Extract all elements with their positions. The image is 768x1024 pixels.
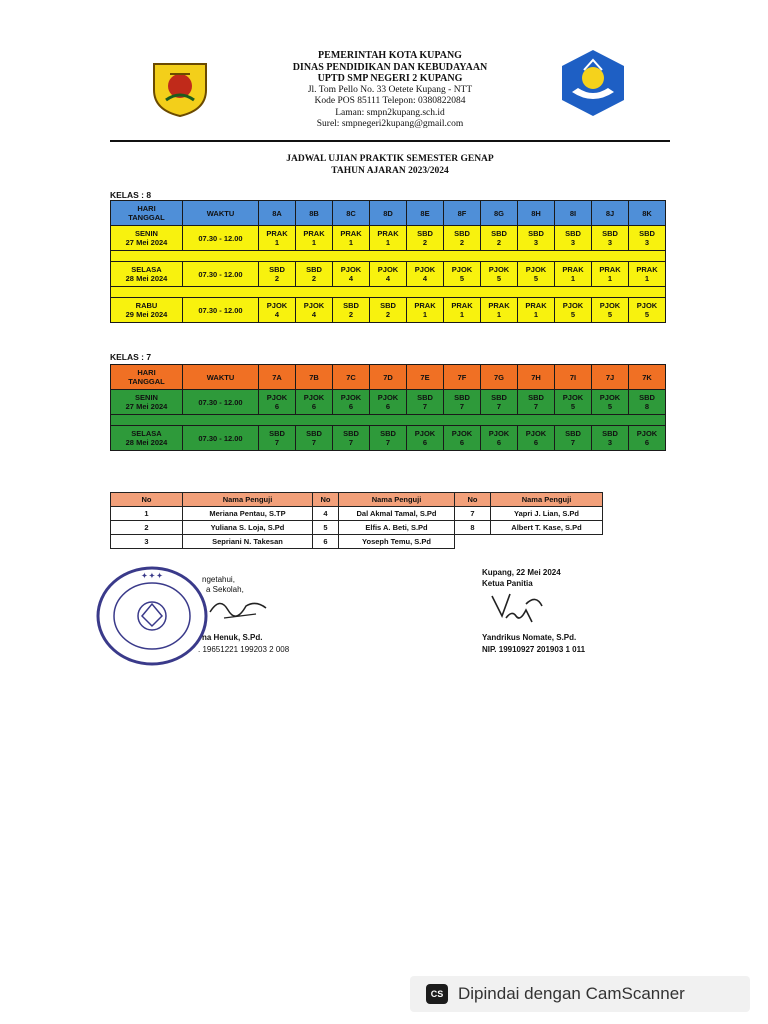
exam-cell [407,390,444,415]
kelas8-class-header: 8H [518,201,555,226]
exam-cell [259,298,296,323]
examiner-no: 3 [111,535,183,549]
kelas7-day-row [111,426,666,451]
examiner-name: Yoseph Temu, S.Pd [339,535,455,549]
exam-room: 5 [607,310,613,319]
exam-subject: PJOK [525,265,547,274]
examiner-header-name: Nama Penguji [339,493,455,507]
kelas7-schedule-table [110,364,666,451]
time-cell: 07.30 - 12.00 [183,262,259,287]
exam-subject: PJOK [414,265,436,274]
exam-room: 1 [385,238,391,247]
exam-subject: SBD [380,429,396,438]
exam-subject: PRAK [488,301,510,310]
exam-subject: SBD [269,429,285,438]
exam-cell [518,426,555,451]
exam-room: 1 [422,310,428,319]
exam-cell [555,426,592,451]
day-name: SELASA [131,429,162,438]
exam-subject: SBD [602,229,618,238]
examiner-name: Yapri J. Lian, S.Pd [491,507,603,521]
exam-cell [555,226,592,251]
exam-room: 6 [348,402,354,411]
letterhead-postal: Kode POS 85111 Telepon: 0380822084 [314,96,466,106]
exam-cell [296,298,333,323]
sign-right-place-date: Kupang, 22 Mei 2024 [482,568,561,577]
exam-room: 3 [607,238,613,247]
kelas8-class-header: 8G [481,201,518,226]
exam-room: 7 [274,438,280,447]
letterhead-divider [110,140,670,142]
examiner-no: 8 [455,521,491,535]
exam-cell [370,426,407,451]
exam-cell [629,226,666,251]
kelas8-class-header: 8K [629,201,666,226]
exam-cell [518,226,555,251]
kelas8-class-header: 8J [592,201,629,226]
exam-cell [444,390,481,415]
exam-room: 5 [570,310,576,319]
exam-cell [296,226,333,251]
day-cell [111,298,183,323]
day-date: 27 Mei 2024 [125,238,168,247]
svg-text:✦ ✦ ✦: ✦ ✦ ✦ [141,572,163,580]
exam-subject: SBD [565,229,581,238]
examiner-row [111,507,603,521]
letterhead-school: UPTD SMP NEGERI 2 KUPANG [317,73,463,84]
sign-left-name: na Henuk, S.Pd. [202,633,263,642]
exam-cell [629,390,666,415]
exam-room: 6 [385,402,391,411]
day-name: SELASA [131,265,162,274]
kelas7-spacer-row [111,415,666,426]
exam-cell [333,390,370,415]
kelas8-day-row [111,262,666,287]
exam-cell [333,262,370,287]
kelas8-class-header: 8C [333,201,370,226]
header-tanggal: TANGGAL [128,377,165,386]
exam-cell [555,298,592,323]
sign-right-name: Yandrikus Nomate, S.Pd. [482,633,577,642]
exam-room: 1 [644,274,650,283]
kelas7-class-header: 7F [444,365,481,390]
camscanner-text: Dipindai dengan CamScanner [458,984,685,1003]
exam-cell [592,226,629,251]
exam-subject: PJOK [340,265,362,274]
kelas7-class-header: 7E [407,365,444,390]
exam-subject: PJOK [562,393,584,402]
kelas7-label: KELAS : 7 [110,352,152,362]
header-hari: HARI [137,204,156,213]
exam-room: 7 [422,402,428,411]
examiner-name: Elfis A. Beti, S.Pd [339,521,455,535]
exam-subject: PJOK [414,429,436,438]
letterhead-email: Surel: smpnegeri2kupang@gmail.com [316,119,464,129]
spacer-cell [111,287,666,298]
exam-cell [259,390,296,415]
exam-room: 6 [459,438,465,447]
exam-subject: PJOK [525,429,547,438]
exam-room: 4 [348,274,354,283]
exam-room: 2 [348,310,354,319]
exam-room: 7 [385,438,391,447]
exam-room: 2 [496,238,502,247]
exam-subject: PJOK [636,429,658,438]
document-title [200,153,580,177]
exam-cell [259,262,296,287]
exam-subject: PJOK [451,265,473,274]
exam-cell [259,426,296,451]
exam-subject: SBD [306,265,322,274]
exam-room: 5 [533,274,539,283]
examiner-header-no: No [455,493,491,507]
sign-left-nip: . 19651221 199203 2 008 [198,645,290,654]
exam-subject: PJOK [377,265,399,274]
exam-room: 7 [570,438,576,447]
exam-cell [333,298,370,323]
camscanner-icon: CS [426,984,448,1004]
exam-cell [370,390,407,415]
letterhead-website: Laman: smpn2kupang.sch.id [335,107,445,118]
kelas8-spacer-row [111,251,666,262]
exam-room: 2 [385,310,391,319]
exam-room: 2 [311,274,317,283]
exam-subject: PRAK [414,301,436,310]
examiner-no: 5 [313,521,339,535]
kelas8-class-header: 8I [555,201,592,226]
kelas7-class-header: 7G [481,365,518,390]
kupang-city-logo [148,60,212,118]
day-cell [111,262,183,287]
exam-cell [407,262,444,287]
examiner-name: Dal Akmal Tamal, S.Pd [339,507,455,521]
exam-subject: PRAK [266,229,288,238]
exam-subject: SBD [417,229,433,238]
exam-subject: PJOK [303,393,325,402]
exam-cell [444,262,481,287]
principal-signature [206,592,270,624]
day-name: SENIN [135,229,158,238]
sign-right-nip: NIP. 19910927 201903 1 011 [482,644,586,654]
exam-cell [629,298,666,323]
exam-room: 7 [459,402,465,411]
exam-room: 1 [348,238,354,247]
exam-room: 3 [644,238,650,247]
exam-cell [444,298,481,323]
exam-subject: PRAK [303,229,325,238]
sign-left-line1: ngetahui, [202,575,235,584]
exam-subject: SBD [565,429,581,438]
exam-cell [370,226,407,251]
exam-room: 1 [459,310,465,319]
exam-subject: SBD [528,229,544,238]
kelas8-schedule-table [110,200,666,323]
exam-room: 5 [644,310,650,319]
kelas8-header-waktu: WAKTU [183,201,259,226]
exam-room: 6 [496,438,502,447]
kelas7-class-header: 7A [259,365,296,390]
letterhead [240,50,540,131]
exam-room: 7 [533,402,539,411]
exam-subject: SBD [454,229,470,238]
exam-cell [370,262,407,287]
exam-room: 6 [311,402,317,411]
day-cell [111,226,183,251]
exam-cell [629,426,666,451]
exam-room: 6 [533,438,539,447]
exam-subject: PJOK [340,393,362,402]
exam-cell [518,262,555,287]
kelas8-label: KELAS : 8 [110,190,152,200]
exam-room: 1 [570,274,576,283]
kelas7-class-header: 7C [333,365,370,390]
exam-subject: PJOK [266,301,288,310]
exam-subject: PJOK [488,265,510,274]
kelas8-class-header: 8D [370,201,407,226]
examiner-header-name: Nama Penguji [491,493,603,507]
kelas7-class-header: 7B [296,365,333,390]
kelas7-class-header: 7I [555,365,592,390]
examiner-no: 2 [111,521,183,535]
exam-subject: PRAK [636,265,658,274]
exam-room: 7 [348,438,354,447]
exam-cell [481,298,518,323]
kelas7-header-waktu: WAKTU [183,365,259,390]
exam-room: 4 [311,310,317,319]
exam-cell [481,226,518,251]
committee-chair-signature [486,588,546,628]
kelas8-class-header: 8B [296,201,333,226]
exam-cell [296,262,333,287]
exam-subject: SBD [639,229,655,238]
exam-room: 7 [496,402,502,411]
exam-room: 2 [274,274,280,283]
examiner-no: 1 [111,507,183,521]
day-date: 28 Mei 2024 [125,274,168,283]
header-tanggal: TANGGAL [128,213,165,222]
examiner-header-name: Nama Penguji [183,493,313,507]
exam-room: 1 [496,310,502,319]
header-hari: HARI [137,368,156,377]
kelas8-class-header: 8E [407,201,444,226]
exam-room: 1 [607,274,613,283]
time-cell: 07.30 - 12.00 [183,426,259,451]
time-cell: 07.30 - 12.00 [183,226,259,251]
exam-subject: SBD [491,229,507,238]
exam-room: 5 [496,274,502,283]
kelas7-class-header: 7D [370,365,407,390]
kelas7-class-header: 7H [518,365,555,390]
exam-subject: PRAK [599,265,621,274]
exam-cell [481,262,518,287]
exam-subject: PJOK [599,301,621,310]
letterhead-government: PEMERINTAH KOTA KUPANG [318,50,462,61]
kelas7-header-hari-tanggal [111,365,183,390]
exam-cell [518,390,555,415]
day-cell [111,426,183,451]
exam-subject: SBD [269,265,285,274]
exam-cell [555,262,592,287]
examiner-name: Albert T. Kase, S.Pd [491,521,603,535]
kelas8-header-hari-tanggal [111,201,183,226]
examiner-header-row [111,493,603,507]
exam-subject: SBD [639,393,655,402]
exam-subject: PRAK [451,301,473,310]
exam-subject: PJOK [636,301,658,310]
exam-subject: SBD [528,393,544,402]
exam-cell [296,390,333,415]
letterhead-address: Jl. Tom Pello No. 33 Oetete Kupang - NTT [307,84,473,95]
examiner-row [111,535,603,549]
exam-cell [296,426,333,451]
examiner-header-no: No [313,493,339,507]
exam-cell [592,426,629,451]
exam-subject: SBD [306,429,322,438]
exam-cell [629,262,666,287]
spacer-cell [111,251,666,262]
kelas8-header-row [111,201,666,226]
sign-right-role: Ketua Panitia [482,578,533,588]
exam-subject: SBD [380,301,396,310]
sign-left-line2: a Sekolah, [206,585,244,594]
exam-room: 2 [422,238,428,247]
exam-room: 3 [533,238,539,247]
exam-cell [370,298,407,323]
exam-cell [333,226,370,251]
examiner-row [111,521,603,535]
exam-cell [444,226,481,251]
examiner-name: Sepriani N. Takesan [183,535,313,549]
exam-cell [407,226,444,251]
exam-cell [481,390,518,415]
examiner-name: Meriana Pentau, S.TP [183,507,313,521]
kelas8-class-header: 8A [259,201,296,226]
exam-room: 1 [311,238,317,247]
exam-subject: PJOK [451,429,473,438]
kelas7-class-header: 7K [629,365,666,390]
examiner-header-no: No [111,493,183,507]
exam-room: 1 [533,310,539,319]
examiner-no: 7 [455,507,491,521]
kelas8-day-row [111,226,666,251]
exam-cell [592,298,629,323]
exam-room: 6 [422,438,428,447]
exam-room: 1 [274,238,280,247]
kelas7-class-header: 7J [592,365,629,390]
title-line1: JADWAL UJIAN PRAKTIK SEMESTER GENAP [286,154,494,164]
exam-subject: SBD [491,393,507,402]
exam-room: 7 [311,438,317,447]
time-cell: 07.30 - 12.00 [183,390,259,415]
exam-subject: PJOK [599,393,621,402]
kelas7-day-row [111,390,666,415]
title-line2: TAHUN AJARAN 2023/2024 [331,166,449,176]
exam-cell [407,298,444,323]
empty-cell [455,535,491,549]
examiner-no: 6 [313,535,339,549]
exam-room: 5 [459,274,465,283]
day-date: 28 Mei 2024 [125,438,168,447]
time-cell: 07.30 - 12.00 [183,298,259,323]
exam-room: 8 [644,402,650,411]
exam-cell [407,426,444,451]
exam-room: 3 [607,438,613,447]
day-date: 27 Mei 2024 [125,402,168,411]
exam-room: 3 [570,238,576,247]
exam-subject: PRAK [377,229,399,238]
spacer-cell [111,415,666,426]
exam-subject: SBD [417,393,433,402]
exam-subject: SBD [343,429,359,438]
exam-room: 5 [570,402,576,411]
exam-subject: SBD [454,393,470,402]
exam-subject: PRAK [562,265,584,274]
kelas8-class-header: 8F [444,201,481,226]
exam-room: 4 [422,274,428,283]
day-name: RABU [135,301,158,310]
exam-room: 2 [459,238,465,247]
kelas8-spacer-row [111,287,666,298]
exam-room: 4 [385,274,391,283]
exam-room: 6 [274,402,280,411]
kelas7-header-row [111,365,666,390]
exam-subject: PJOK [266,393,288,402]
examiner-name: Yuliana S. Loja, S.Pd [183,521,313,535]
exam-subject: SBD [602,429,618,438]
examiner-no: 4 [313,507,339,521]
exam-room: 5 [607,402,613,411]
exam-cell [592,262,629,287]
exam-subject: SBD [343,301,359,310]
exam-cell [592,390,629,415]
exam-cell [518,298,555,323]
kelas8-day-row [111,298,666,323]
exam-subject: PRAK [340,229,362,238]
empty-cell [491,535,603,549]
camscanner-watermark [410,976,750,1012]
exam-cell [555,390,592,415]
exam-cell [333,426,370,451]
exam-subject: PJOK [377,393,399,402]
exam-subject: PJOK [303,301,325,310]
day-name: SENIN [135,393,158,402]
exam-cell [259,226,296,251]
exam-room: 4 [274,310,280,319]
day-date: 29 Mei 2024 [125,310,168,319]
exam-subject: PJOK [562,301,584,310]
day-cell [111,390,183,415]
exam-subject: PJOK [488,429,510,438]
tut-wuri-handayani-logo [558,48,628,118]
exam-subject: PRAK [525,301,547,310]
exam-room: 6 [644,438,650,447]
exam-cell [481,426,518,451]
examiner-table [110,492,603,549]
letterhead-department: DINAS PENDIDIKAN DAN KEBUDAYAAN [292,61,488,73]
exam-cell [444,426,481,451]
